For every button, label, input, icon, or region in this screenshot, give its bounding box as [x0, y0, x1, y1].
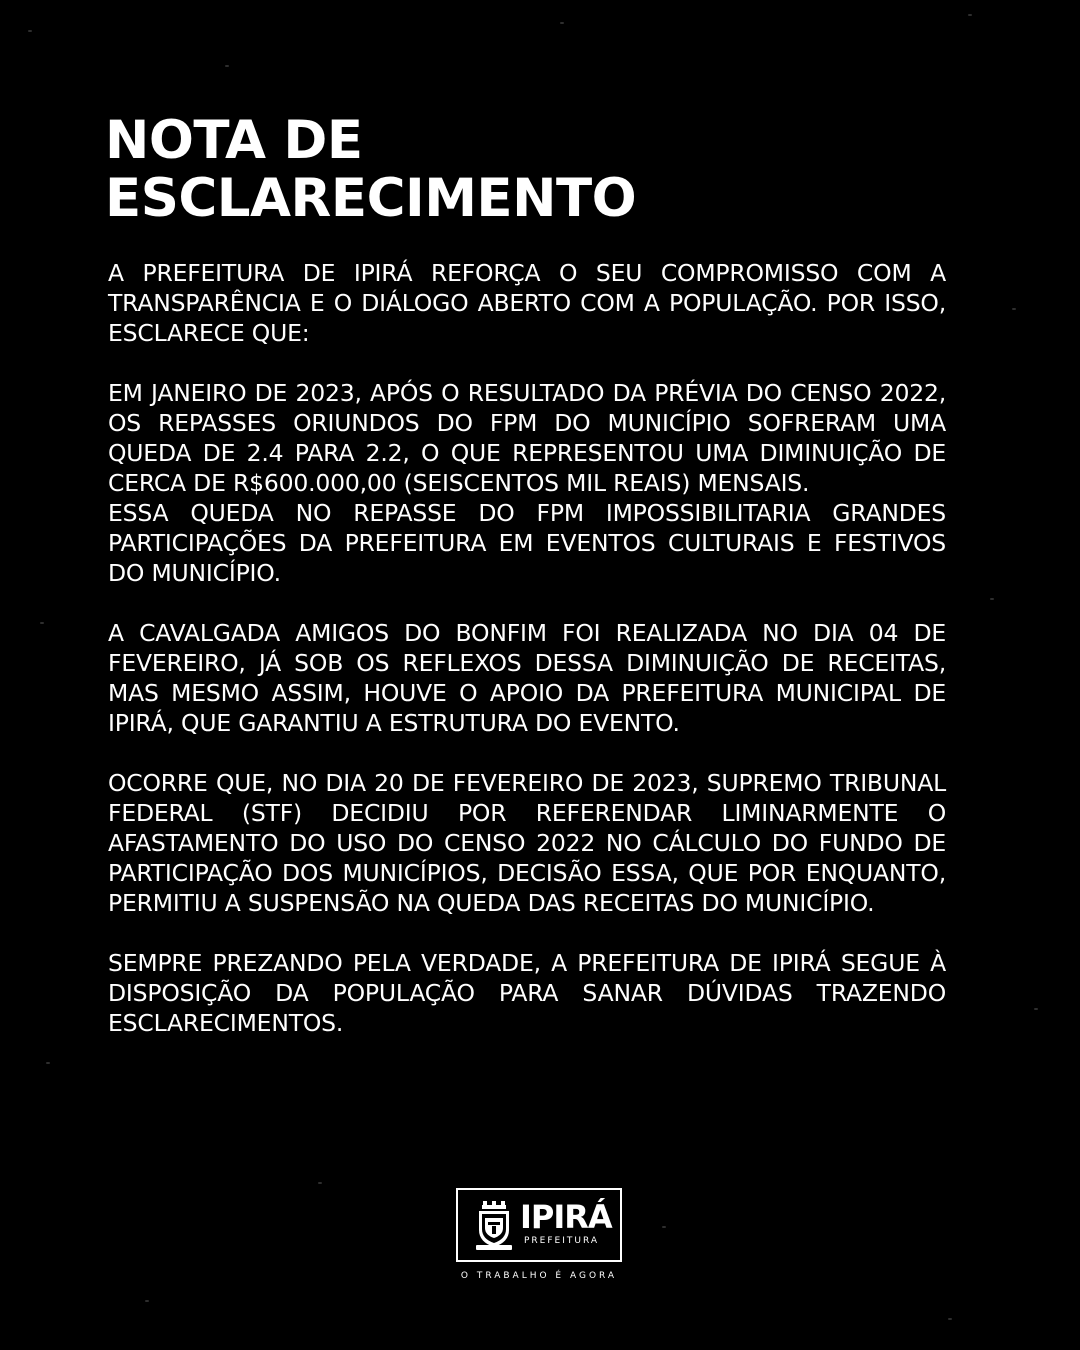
paragraph-fpm-drop: EM JANEIRO DE 2023, APÓS O RESULTADO DA PRÉVIA DO CENSO 2022, OS REPASSES ORIUNDOS DO FPM DO MUNICÍPIO SOFRERAM UMA QUEDA DE 2.4 PARA 2.2, O QUE REPRESENTOU UMA DIMINUIÇÃO DE CERCA DE R$600.000,00 (SEISCENTOS MIL REAIS) MENSAIS.	[108, 379, 946, 497]
background-speck	[968, 14, 972, 16]
background-speck	[28, 30, 32, 32]
background-speck	[990, 598, 994, 600]
logo-tagline: O TRABALHO É AGORA	[460, 1271, 618, 1281]
paragraph-stf-decision: OCORRE QUE, NO DIA 20 DE FEVEREIRO DE 2023, SUPREMO TRIBUNAL FEDERAL (STF) DECIDIU POR REFERENDAR LIMINARMENTE O AFASTAMENTO DO USO DO CENSO 2022 NO CÁLCULO DO FUNDO DE PARTICIPAÇÃO DOS MUNICÍPIOS, DECISÃO ESSA, QUE POR ENQUANTO, PERMITIU A SUSPENSÃO NA QUEDA DAS RECEITAS DO MUNICÍPIO.	[108, 769, 946, 917]
logo-name: IPIRÁ	[520, 1198, 612, 1236]
municipal-crest-icon	[474, 1200, 514, 1252]
statement-body	[108, 258, 946, 1068]
background-speck	[145, 1300, 149, 1302]
paragraph-closing: SEMPRE PREZANDO PELA VERDADE, A PREFEITURA DE IPIRÁ SEGUE À DISPOSIÇÃO DA POPULAÇÃO PARA SANAR DÚVIDAS TRAZENDO ESCLARECIMENTOS.	[108, 949, 946, 1037]
background-speck	[318, 1182, 322, 1184]
background-speck	[40, 622, 44, 624]
logo-subtitle: PREFEITURA	[524, 1236, 600, 1246]
background-speck	[1012, 308, 1016, 310]
paragraph-fpm-impact: ESSA QUEDA NO REPASSE DO FPM IMPOSSIBILITARIA GRANDES PARTICIPAÇÕES DA PREFEITURA EM EVENTOS CULTURAIS E FESTIVOS DO MUNICÍPIO.	[108, 499, 946, 587]
page-title	[105, 112, 636, 228]
paragraph-intro: A PREFEITURA DE IPIRÁ REFORÇA O SEU COMPROMISSO COM A TRANSPARÊNCIA E O DIÁLOGO ABERTO COM A POPULAÇÃO. POR ISSO, ESCLARECE QUE:	[108, 259, 946, 347]
background-speck	[662, 1226, 666, 1228]
background-speck	[560, 22, 564, 24]
background-speck	[1034, 1008, 1038, 1010]
title-line-1: NOTA DE	[105, 110, 363, 171]
title-line-2: ESCLARECIMENTO	[105, 168, 637, 229]
paragraph-cavalgada: A CAVALGADA AMIGOS DO BONFIM FOI REALIZADA NO DIA 04 DE FEVEREIRO, JÁ SOB OS REFLEXOS DESSA DIMINUIÇÃO DE RECEITAS, MAS MESMO ASSIM, HOUVE O APOIO DA PREFEITURA MUNICIPAL DE IPIRÁ, QUE GARANTIU A ESTRUTURA DO EVENTO.	[108, 619, 946, 737]
background-speck	[225, 65, 229, 67]
prefeitura-logo	[456, 1188, 622, 1262]
background-speck	[46, 1062, 50, 1064]
background-speck	[948, 1318, 952, 1320]
